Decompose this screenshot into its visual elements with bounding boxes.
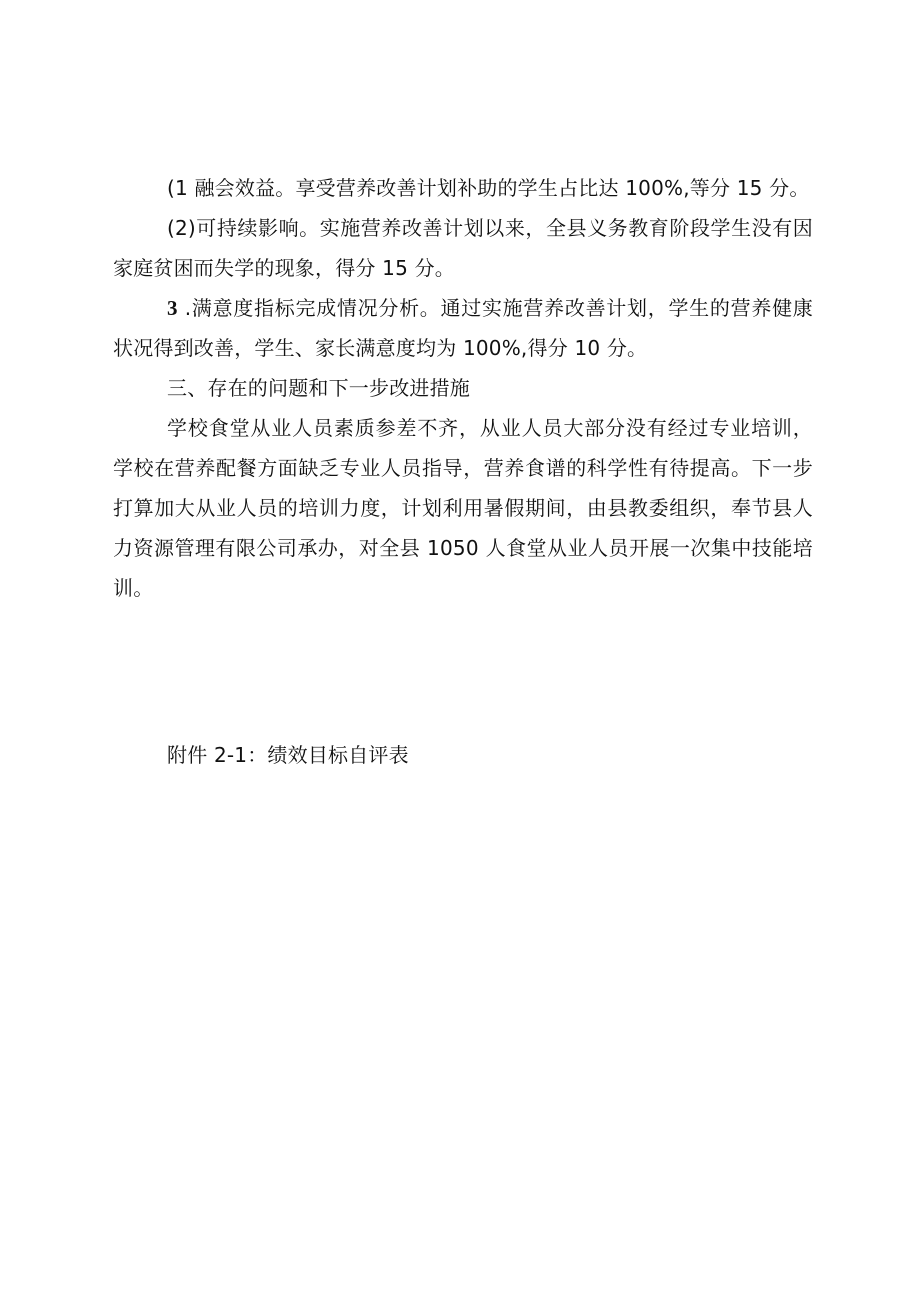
annex-title: 附件 2-1：绩效目标自评表 [167,743,409,767]
paragraph-problems-and-measures: 学校食堂从业人员素质参差不齐，从业人员大部分没有经过专业培训，学校在营养配餐方面缺乏专业人员指导，营养食谱的科学性有待提高。下一步打算加大从业人员的培训力度，计划利用暑假期间，由县教委组织，奉节县人力资源管理有限公司承办，对全县 1050 人食堂从业人员开展一次集中技能培训。 [113,416,813,600]
document-body [113,168,813,608]
paragraph-satisfaction-text: .满意度指标完成情况分析。通过实施营养改善计划，学生的营养健康状况得到改善，学生、家长满意度均为 100%,得分 10 分。 [113,296,813,360]
paragraph-social-benefit: (1 融会效益。享受营养改善计划补助的学生占比达 100%,等分 15 分。 [167,176,810,200]
section-heading-problems: 三、存在的问题和下一步改进措施 [167,376,470,400]
section-number: 3 [167,296,178,320]
paragraph-satisfaction [113,288,813,368]
paragraph-sustainable-impact: (2)可持续影响。实施营养改善计划以来，全县义务教育阶段学生没有因家庭贫困而失学的现象，得分 15 分。 [113,216,813,280]
